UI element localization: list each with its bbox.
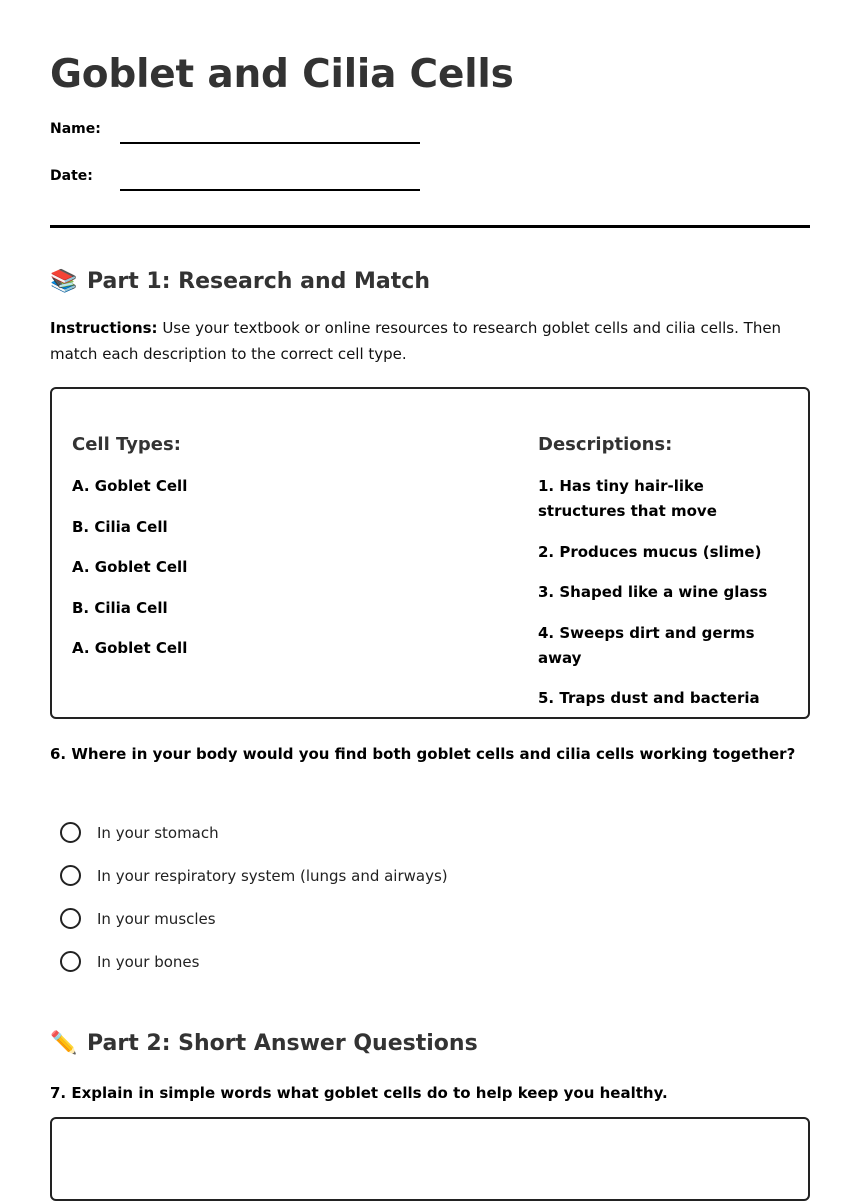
- radio-button[interactable]: [60, 951, 81, 972]
- option-label: In your respiratory system (lungs and airways): [97, 866, 448, 885]
- description-item: 4. Sweeps dirt and germs away: [538, 623, 755, 667]
- instructions-label: Instructions:: [50, 319, 158, 337]
- description-item: 2. Produces mucus (slime): [538, 542, 762, 561]
- part1-heading: [50, 266, 810, 296]
- descriptions-heading: Descriptions:: [538, 434, 673, 455]
- header-divider: [50, 225, 810, 228]
- option-label: In your stomach: [97, 823, 219, 842]
- cell-type-item: B. Cilia Cell: [72, 517, 168, 536]
- option-stomach[interactable]: [60, 811, 810, 854]
- instructions-text: Use your textbook or online resources to research goblet cells and cilia cells. Then match each description to the correct cell type.: [50, 319, 782, 363]
- option-muscles[interactable]: [60, 897, 810, 940]
- cell-type-item: B. Cilia Cell: [72, 598, 168, 617]
- part2-heading-text: Part 2: Short Answer Questions: [87, 1030, 478, 1056]
- radio-button[interactable]: [60, 908, 81, 929]
- matching-box: [50, 387, 810, 719]
- instructions: [50, 315, 810, 367]
- description-item: 3. Shaped like a wine glass: [538, 583, 768, 601]
- question-6-options: [60, 811, 810, 983]
- name-field-row: [50, 120, 810, 144]
- question-7: 7. Explain in simple words what goblet cells do to help keep you healthy.: [50, 1084, 668, 1102]
- part2-heading: [50, 1028, 810, 1058]
- pencil-icon: ✏️: [50, 1030, 78, 1056]
- part1-heading-text: Part 1: Research and Match: [87, 268, 430, 294]
- page-title: Goblet and Cilia Cells: [50, 52, 514, 97]
- option-label: In your bones: [97, 952, 200, 971]
- cell-type-item: A. Goblet Cell: [72, 639, 188, 657]
- option-bones[interactable]: [60, 940, 810, 983]
- name-label: Name:: [50, 121, 101, 137]
- books-icon: 📚: [50, 268, 78, 294]
- date-input-line[interactable]: [120, 189, 420, 191]
- descriptions-column: [538, 433, 788, 727]
- cell-types-column: [72, 433, 492, 677]
- date-field-row: [50, 167, 810, 191]
- radio-button[interactable]: [60, 865, 81, 886]
- question-6: 6. Where in your body would you find both goblet cells and cilia cells working together?: [50, 745, 796, 763]
- name-input-line[interactable]: [120, 142, 420, 144]
- cell-type-item: A. Goblet Cell: [72, 558, 188, 576]
- option-label: In your muscles: [97, 909, 216, 928]
- radio-button[interactable]: [60, 822, 81, 843]
- date-label: Date:: [50, 168, 93, 184]
- description-item: 1. Has tiny hair-like structures that move: [538, 477, 717, 520]
- option-respiratory[interactable]: [60, 854, 810, 897]
- cell-types-heading: Cell Types:: [72, 434, 181, 455]
- answer-box-question-7[interactable]: [50, 1117, 810, 1201]
- cell-type-item: A. Goblet Cell: [72, 477, 188, 495]
- description-item: 5. Traps dust and bacteria: [538, 689, 760, 707]
